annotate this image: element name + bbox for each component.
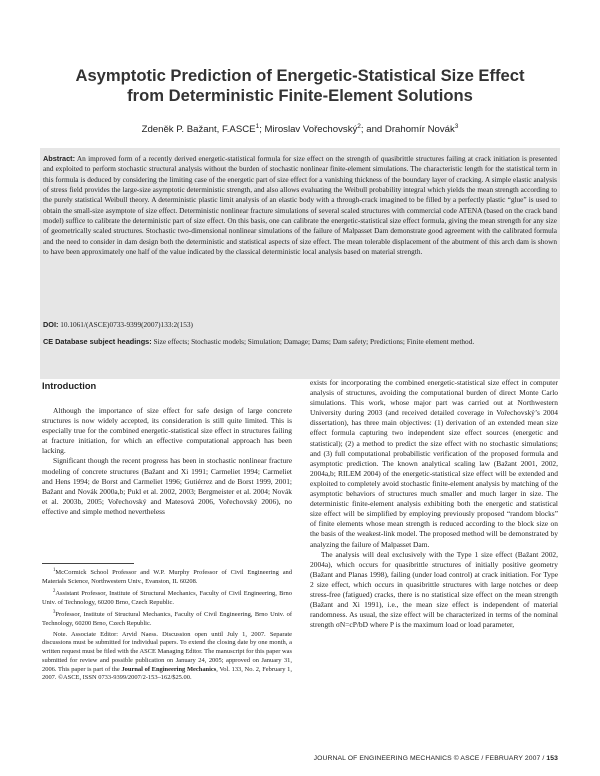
page-number: 153	[546, 755, 558, 762]
page-footer	[314, 755, 558, 762]
footnote-rule	[42, 563, 134, 564]
intro-paragraph-3: exists for incorporating the combined energetic-statistical size effect in computer analysis of structures, avoiding the computational burden of direct Monte Carlo simulations. This work, whose major part was carried out at Northwestern University during 2003 (and received detailed coverage in Vořechovský’s 2004 dissertation), has three main objectives: (1) derivation of an extended mean size effect formula capturing two independent size effect sources (energetic and statistical); (2) a method to predict the size effect with no stochastic simulations; and (3) full computational probabilistic verification of the proposed formula and asymptotic prediction. The known analytical scaling law (Bažant 2001, 2002, 2004a,b; RILEM 2004) of the energetic-statistical size effect will be extended and exploited to completely avoid stochastic finite-element analysis by matching of the asymptotic behaviors of structures much smaller and much larger in size. The deterministic finite-element analysis exhibiting both the energetic and statistical size effect will be simplified by employing previously proposed “random blocks” of finite elements whose mean strength is reduced according to the block size on the basis of the weakest-link model. The proposed method will be demonstrated by analyzing the failure of Malpasset Dam.	[310, 378, 558, 549]
editorial-note-journal: Journal of Engineering Mechanics	[121, 665, 217, 673]
footnotes	[42, 567, 292, 685]
intro-paragraph-1: Although the importance of size effect for safe design of large concrete structures is now widely accepted, its consideration is still quite limited. This is especially true for the combined energetic-statistical size effect in structures failing at fracture initiation, for which an effective computational approach has been lacking.	[42, 406, 292, 456]
doi-label: DOI:	[43, 320, 59, 329]
author-2-affiliation-mark: 2	[357, 123, 361, 130]
abstract	[43, 154, 557, 257]
footnote-3-mark: 3	[53, 610, 56, 616]
footnote-1	[42, 567, 292, 587]
title-line-1: Asymptotic Prediction of Energetic-Statistical Size Effect	[75, 66, 525, 85]
author-2: ; Miroslav Vořechovský	[259, 124, 358, 136]
editorial-note	[42, 631, 292, 684]
subject-headings	[43, 337, 557, 347]
right-column	[310, 378, 558, 630]
author-3: ; and Drahomír Novák	[360, 124, 455, 136]
left-column	[42, 406, 292, 517]
footnote-2	[42, 588, 292, 608]
doi	[43, 320, 557, 330]
author-3-affiliation-mark: 3	[454, 123, 459, 130]
intro-paragraph-2: Significant though the recent progress has been in stochastic nonlinear fracture modeling of concrete structures (Bažant and Xi 1991; Carmeliet 1994; Carmeliet and Hens 1994; de Borst and Carmeliet 1996; Gutiérrez and de Borst 1999, 2001; Bažant and Novák 2000a,b; Pukl et al. 2002, 2003; Bergmeister et al. 2004; Novák et al. 2003b, 2005; Vořechovský and Matesová 2006, Vořechovský 2006), no effective and simple method nevertheless	[42, 456, 292, 516]
author-1: Zdeněk P. Bažant, F.ASCE	[141, 124, 256, 136]
intro-paragraph-4: The analysis will deal exclusively with the Type 1 size effect (Bažant 2002, 2004a), which occurs for quasibrittle structures of initially positive geometry (Bažant and Planas 1998), failing (under load control) at crack initiation. For Type 2 size effect, which occurs in quasibrittle structures with large notches or deep stress-free (fatigued) cracks, there is no statistical size effect on the mean strength (Bažant and Xi 1991), i.e., the mean size effect is independent of material randomness. As usual, the size effect will be characterized in terms of the nominal strength σN=cP/bD where P is the maximum load or load parameter,	[310, 549, 558, 630]
footnote-2-text: Assistant Professor, Institute of Structural Mechanics, Faculty of Civil Engineering, Brno Univ. of Technology, 60200 Brno, Czech Republic.	[42, 590, 292, 607]
subject-headings-value: Size effects; Stochastic models; Simulation; Damage; Dams; Dam safety; Predictions; Finite element method.	[153, 337, 475, 346]
footer-journal: JOURNAL OF ENGINEERING MECHANICS © ASCE / FEBRUARY 2007 /	[313, 755, 547, 762]
author-list	[40, 120, 560, 136]
section-heading-introduction: Introduction	[42, 381, 97, 391]
footnote-1-text: McCormick School Professor and W.P. Murphy Professor of Civil Engineering and Materials Science, Northwestern Univ., Evanston, IL 60208.	[42, 569, 292, 585]
author-1-affiliation-mark: 1	[255, 123, 260, 130]
subject-headings-label: CE Database subject headings:	[43, 337, 152, 346]
paper-title	[40, 66, 560, 106]
footnote-1-mark: 1	[53, 568, 56, 573]
footnote-3	[42, 609, 292, 629]
abstract-label: Abstract:	[43, 154, 76, 163]
footnote-2-mark: 2	[53, 589, 56, 595]
footnote-3-text: Professor, Institute of Structural Mechanics, Faculty of Civil Engineering, Brno Univ. of Technology, 60200 Brno, Czech Republic.	[42, 611, 292, 628]
title-line-2: from Deterministic Finite-Element Solutions	[127, 86, 473, 105]
abstract-text: An improved form of a recently derived energetic-statistical formula for size effect on the strength of quasibrittle structures failing at crack initiation is presented and exploited to perform stochastic structural analysis without the burden of stochastic nonlinear finite-element simulations. The characteristic length for the statistical term in this formula is deduced by considering the limiting case of the energetic part of size effect for a vanishing thickness of the boundary layer of cracking. A simple elastic analysis of stress field provides the large-size asymptotic deterministic strength, and also allows evaluating the Weibull probability integral which yields the mean strength according to the purely statistical Weibull theory. A deterministic plastic limit analysis of an elastic body with a through-crack imagined to be filled by a perfectly plastic “glue” is used to obtain the small-size asymptote of size effect. Deterministic nonlinear fracture simulations of several scaled structures with commercial code ATENA (based on the crack band model) suffice to calibrate the deterministic part of size effect. On this basis, one can calibrate the energetic-statistical size effect formula, giving the mean strength for any size of geometrically scaled structures. Stochastic two-dimensional nonlinear simulations of the failure of Malpasset Dam demonstrate good agreement with the calibrated formula and the need to consider in dam design both the deterministic and statistical aspects of size effect. The mean tolerable displacement of the abutment of this arch dam is shown to have been approximately one half of the value indicated by the classical deterministic local analysis based on material strength.	[43, 154, 558, 257]
doi-value[interactable]: 10.1061/(ASCE)0733-9399(2007)133:2(153)	[60, 320, 193, 329]
editorial-note-text: Note. Associate Editor: Arvid Naess. Discussion open until July 1, 2007. Separate discussions must be submitted for individual papers. To extend the closing date by one month, a written request must be filed with the ASCE Managing Editor. The manuscript for this paper was submitted for review and possible publication on January 24, 2005; approved on January 31, 2006. This paper is part of the	[42, 630, 292, 673]
editorial-note-citation: , Vol. 133, No. 2, February 1, 2007. ©ASCE, ISSN 0733-9399/2007/2-153–162/$25.00.	[42, 665, 292, 682]
